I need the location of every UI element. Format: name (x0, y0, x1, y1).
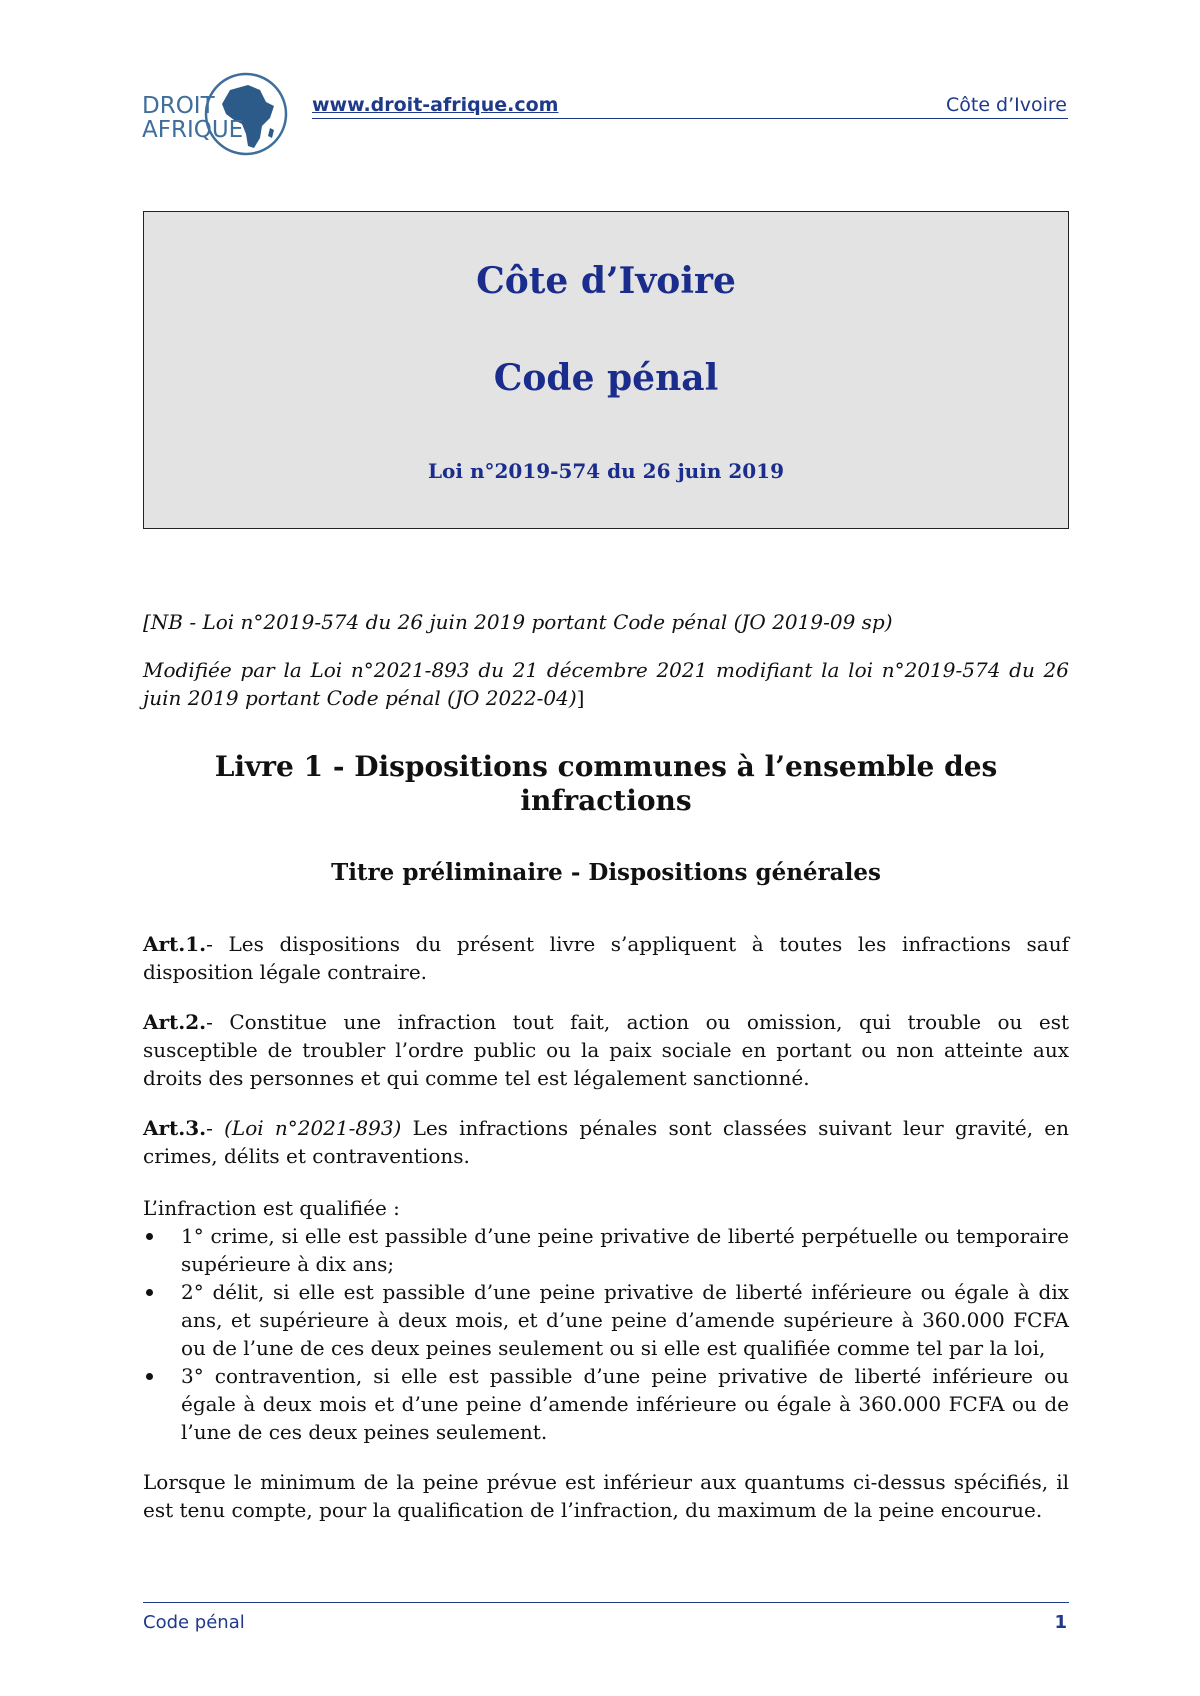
document-country-title: Côte d’Ivoire (476, 260, 736, 302)
list-item-text: 3° contravention, si elle est passible d’une peine privative de liberté inférieure ou égale à deux mois et d’une peine d’amende inférieure ou égale à 360.000 FCFA ou de l’une de ces deux peines seulement. (181, 1364, 1069, 1444)
document-law-reference: Loi n°2019-574 du 26 juin 2019 (427, 459, 784, 483)
footer-document-name: Code pénal (143, 1612, 245, 1633)
titre-heading: Titre préliminaire - Dispositions générales (331, 859, 881, 886)
nb-note: [NB - Loi n°2019-574 du 26 juin 2019 portant Code pénal (JO 2019-09 sp) (143, 610, 893, 634)
article-3-text: Les infractions pénales sont classées suivant leur gravité, en crimes, délits et contraventions. (143, 1116, 1069, 1168)
article-3-label: Art.3. (143, 1116, 207, 1140)
list-item (143, 1362, 1069, 1446)
footer-page-number: 1 (1054, 1612, 1067, 1633)
article-3 (143, 1114, 1069, 1170)
header-divider (312, 118, 1068, 119)
header-website-link[interactable]: www.droit-afrique.com (312, 94, 559, 116)
modification-note (143, 656, 1069, 712)
footer-divider (143, 1602, 1069, 1603)
logo-text-afrique: AFRIQUE (142, 117, 244, 143)
article-1-label: Art.1. (143, 932, 207, 956)
article-1 (143, 930, 1069, 986)
list-item-text: 1° crime, si elle est passible d’une peine privative de liberté perpétuelle ou temporaire supérieure à dix ans; (181, 1224, 1069, 1276)
list-item (143, 1278, 1069, 1362)
title-box (143, 211, 1069, 529)
bullet-icon (146, 1289, 153, 1296)
conclusion-paragraph: Lorsque le minimum de la peine prévue est inférieur aux quantums ci-dessus spécifiés, il est tenu compte, pour la qualification de l’infraction, du maximum de la peine encourue. (143, 1470, 1069, 1522)
article-2-label: Art.2. (143, 1010, 207, 1034)
list-item-text: 2° délit, si elle est passible d’une peine privative de liberté inférieure ou égale à dix ans, et supérieure à deux mois, et d’une peine d’amende supérieure à 360.000 FCFA ou de l’une de ces deux peines seulement ou si elle est qualifiée comme tel par la loi, (181, 1280, 1069, 1360)
qualification-list (143, 1222, 1069, 1446)
document-body (143, 608, 1069, 1524)
article-2-text: - Constitue une infraction tout fait, action ou omission, qui trouble ou est susceptible de troubler l’ordre public ou la paix sociale en portant ou non atteinte aux droits des personnes et qui comme tel est légalement sanctionné. (143, 1010, 1069, 1090)
article-1-text: - Les dispositions du présent livre s’appliquent à toutes les infractions sauf disposition légale contraire. (143, 932, 1069, 984)
droit-afrique-logo (140, 68, 292, 160)
bullet-icon (146, 1233, 153, 1240)
document-title: Code pénal (493, 357, 719, 399)
article-3-reference: (Loi n°2021-893) (224, 1116, 402, 1140)
livre-heading: Livre 1 - Dispositions communes à l’ensemble des infractions (214, 750, 998, 817)
modification-note-bracket: ] (576, 686, 585, 710)
header-country: Côte d’Ivoire (945, 94, 1067, 116)
modification-note-text: Modifiée par la Loi n°2021-893 du 21 décembre 2021 modifiant la loi n°2019-574 du 26 juin 2019 portant Code pénal (JO 2022-04) (143, 658, 1069, 710)
logo-text-droit: DROIT (142, 93, 215, 119)
article-2 (143, 1008, 1069, 1092)
article-3-dash: - (206, 1116, 225, 1140)
bullet-icon (146, 1373, 153, 1380)
list-item (143, 1222, 1069, 1278)
qualification-intro: L’infraction est qualifiée : (143, 1196, 400, 1220)
